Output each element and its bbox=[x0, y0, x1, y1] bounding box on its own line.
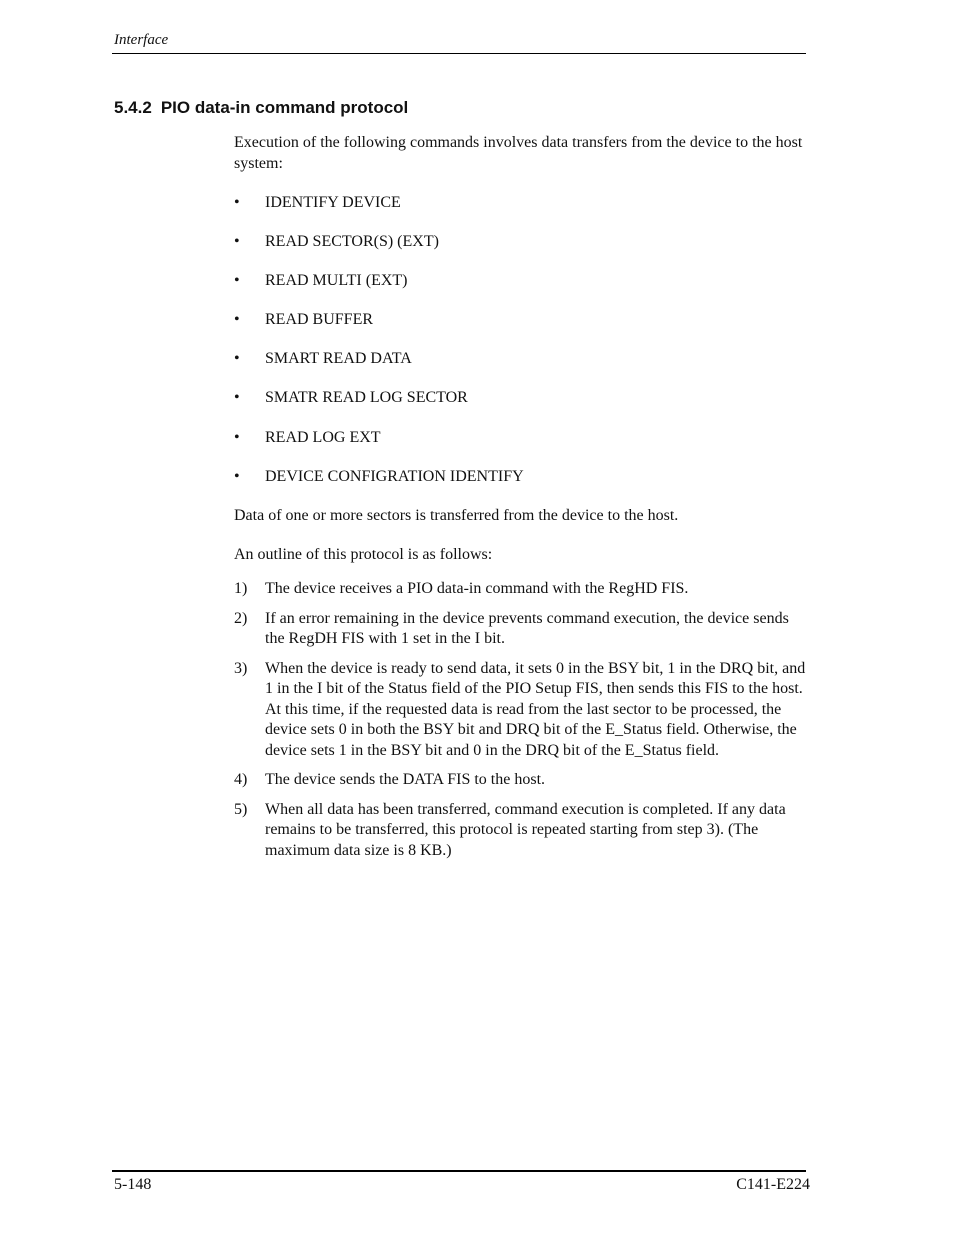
command-name: DEVICE CONFIGRATION IDENTIFY bbox=[265, 467, 524, 485]
bullet-icon: • bbox=[234, 467, 240, 485]
list-item bbox=[234, 271, 806, 292]
document-id: C141-E224 bbox=[736, 1176, 810, 1193]
step-text: When the device is ready to send data, it sets 0 in the BSY bit, 1 in the DRQ bit, and 1 in the I bit of the Status field of the PIO Setup FIS, then sends this FIS to the host. At this time, if the requested data is read from the last sector to be processed, the device sets 0 in both the BSY bit and DRQ bit of the E_Status field. Otherwise, the device sets 1 in the BSY bit and 0 in the DRQ bit of the E_Status field. bbox=[265, 659, 806, 759]
command-list bbox=[234, 193, 806, 487]
intro-paragraph: Execution of the following commands involves data transfers from the device to the host system: bbox=[234, 134, 803, 172]
list-item bbox=[234, 232, 806, 253]
bullet-icon: • bbox=[234, 350, 240, 368]
step-text: The device sends the DATA FIS to the host. bbox=[265, 771, 546, 789]
bullet-icon: • bbox=[234, 233, 240, 251]
section-title: PIO data-in command protocol bbox=[160, 98, 409, 117]
list-item bbox=[234, 467, 806, 488]
step-item bbox=[234, 659, 806, 762]
page-number: 5-148 bbox=[114, 1176, 152, 1193]
bullet-icon: • bbox=[234, 428, 240, 446]
step-item bbox=[234, 579, 806, 600]
command-name: READ SECTOR(S) (EXT) bbox=[265, 233, 439, 251]
list-item bbox=[234, 349, 806, 370]
section-body bbox=[234, 133, 806, 870]
step-number: 2) bbox=[234, 609, 248, 627]
step-text: If an error remaining in the device prevents command execution, the device sends the RegDH FIS with 1 set in the I bit. bbox=[265, 609, 789, 648]
header-rule bbox=[112, 53, 806, 54]
command-name: READ LOG EXT bbox=[265, 428, 381, 446]
section-number: 5.4.2 bbox=[114, 98, 152, 117]
running-header: Interface bbox=[114, 32, 169, 48]
step-item bbox=[234, 800, 806, 862]
step-number: 4) bbox=[234, 771, 248, 789]
step-number: 5) bbox=[234, 800, 248, 818]
step-item bbox=[234, 609, 806, 650]
transfer-note: Data of one or more sectors is transferred from the device to the host. bbox=[234, 506, 679, 524]
step-item bbox=[234, 770, 806, 791]
command-name: SMART READ DATA bbox=[265, 350, 412, 368]
list-item bbox=[234, 193, 806, 214]
outline-intro: An outline of this protocol is as follows: bbox=[234, 545, 493, 563]
bullet-icon: • bbox=[234, 272, 240, 290]
bullet-icon: • bbox=[234, 311, 240, 329]
step-number: 3) bbox=[234, 659, 248, 677]
command-name: READ BUFFER bbox=[265, 311, 374, 329]
bullet-icon: • bbox=[234, 194, 240, 211]
protocol-steps bbox=[234, 579, 806, 861]
step-text: When all data has been transferred, command execution is completed. If any data remains to be transferred, this protocol is repeated starting from step 3). (The maximum data size is 8 KB.) bbox=[265, 800, 786, 859]
command-name: SMATR READ LOG SECTOR bbox=[265, 389, 468, 407]
step-text: The device receives a PIO data-in command with the RegHD FIS. bbox=[265, 580, 689, 598]
list-item bbox=[234, 388, 806, 409]
list-item bbox=[234, 310, 806, 331]
list-item bbox=[234, 428, 806, 449]
step-number: 1) bbox=[234, 580, 248, 598]
command-name: IDENTIFY DEVICE bbox=[265, 194, 401, 211]
footer-rule bbox=[112, 1170, 806, 1172]
section-heading bbox=[114, 98, 408, 118]
command-name: READ MULTI (EXT) bbox=[265, 272, 408, 290]
bullet-icon: • bbox=[234, 389, 240, 407]
